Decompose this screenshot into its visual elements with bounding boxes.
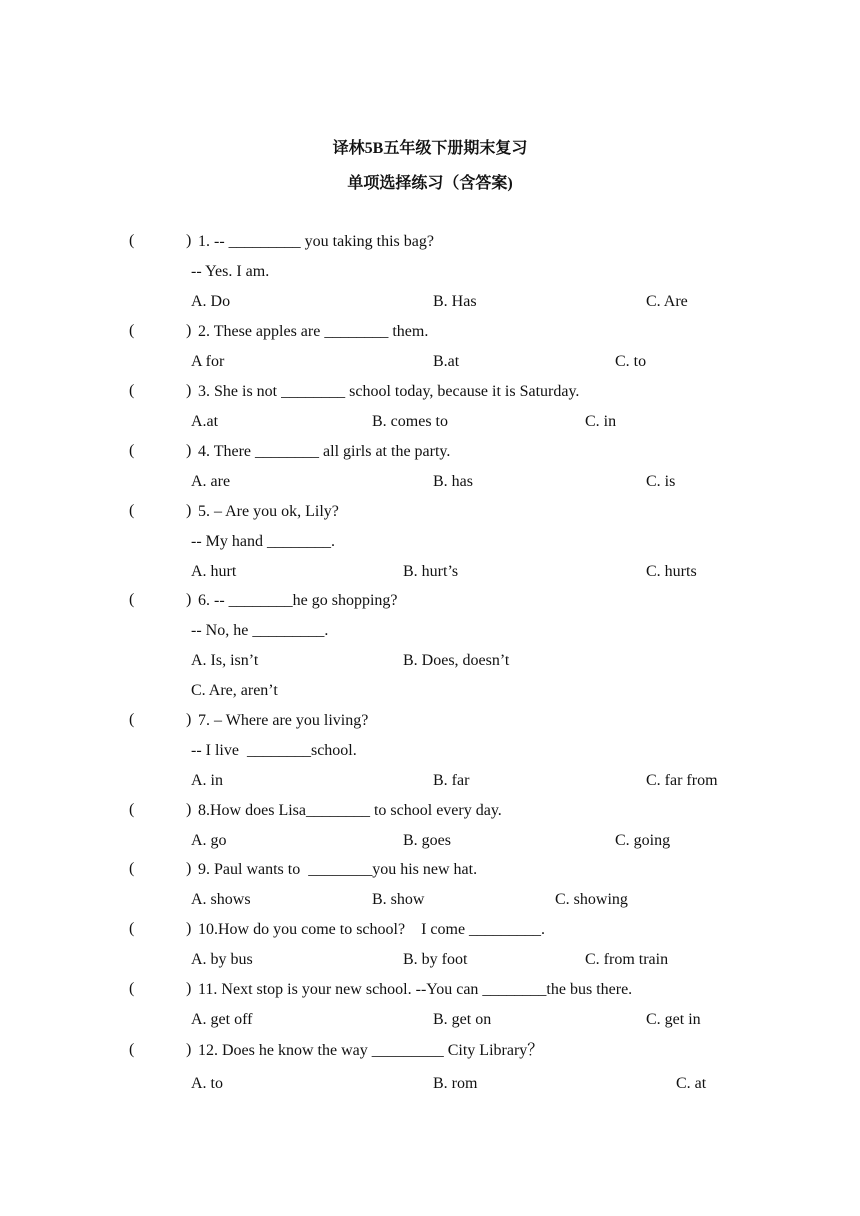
question-stem: 2. These apples are ________ them.	[198, 323, 429, 340]
option-a: A. Do	[191, 293, 231, 310]
option-b: B. has	[433, 473, 473, 490]
option-a: A. shows	[191, 891, 251, 908]
page-title: 译林5B五年级下册期末复习	[332, 140, 528, 157]
option-a: A. get off	[191, 1011, 253, 1028]
option-b: B. by foot	[403, 951, 468, 968]
question-stem: 12. Does he know the way _________ City Library？	[198, 1042, 544, 1059]
answer-paren-open: (	[129, 322, 135, 339]
option-c: C. to	[615, 353, 647, 370]
option-b: B.at	[433, 353, 460, 370]
answer-paren-close: )	[186, 801, 192, 818]
option-b: B. show	[372, 891, 425, 908]
answer-paren-open: (	[129, 980, 135, 997]
option-a: A. go	[191, 832, 227, 849]
question-dialogue-line: -- Yes. I am.	[191, 263, 270, 280]
option-a: A. in	[191, 772, 223, 789]
answer-paren-open: (	[129, 801, 135, 818]
answer-paren-close: )	[186, 591, 192, 608]
question-stem: 1. -- _________ you taking this bag?	[198, 233, 434, 250]
option-a: A. hurt	[191, 563, 237, 580]
answer-paren-open: (	[129, 920, 135, 937]
question-stem: 9. Paul wants to ________you his new hat.	[198, 861, 478, 878]
answer-paren-close: )	[186, 382, 192, 399]
option-a: A.at	[191, 413, 219, 430]
option-b: B. Has	[433, 293, 477, 310]
option-c: C. at	[676, 1075, 707, 1092]
answer-paren-open: (	[129, 711, 135, 728]
question-stem: 10.How do you come to school? I come _________.	[198, 921, 546, 938]
option-b: B. goes	[403, 832, 451, 849]
option-a: A. are	[191, 473, 231, 490]
answer-paren-close: )	[186, 232, 192, 249]
answer-paren-open: (	[129, 382, 135, 399]
question-stem: 5. – Are you ok, Lily?	[198, 503, 339, 520]
option-c: C. going	[615, 832, 671, 849]
option-b: B. far	[433, 772, 470, 789]
answer-paren-close: )	[186, 1041, 192, 1058]
option-c: C. get in	[646, 1011, 701, 1028]
option-b: B. Does, doesn’t	[403, 652, 510, 669]
option-c: C. Are	[646, 293, 688, 310]
answer-paren-close: )	[186, 860, 192, 877]
question-stem: 3. She is not ________ school today, because it is Saturday.	[198, 383, 580, 400]
option-a: A. to	[191, 1075, 223, 1092]
option-c: C. far from	[646, 772, 718, 789]
option-c: C. Are, aren’t	[191, 682, 278, 699]
option-c: C. is	[646, 473, 676, 490]
question-stem: 7. – Where are you living?	[198, 712, 369, 729]
question-dialogue-line: -- No, he _________.	[191, 622, 329, 639]
option-c: C. showing	[555, 891, 628, 908]
question-stem: 8.How does Lisa________ to school every day.	[198, 802, 502, 819]
question-stem: 6. -- ________he go shopping?	[198, 592, 398, 609]
answer-paren-close: )	[186, 920, 192, 937]
answer-paren-open: (	[129, 860, 135, 877]
answer-paren-open: (	[129, 591, 135, 608]
question-stem: 11. Next stop is your new school. --You can ________the bus there.	[198, 981, 633, 998]
option-a: A for	[191, 353, 225, 370]
answer-paren-open: (	[129, 442, 135, 459]
answer-paren-close: )	[186, 980, 192, 997]
option-b: B. get on	[433, 1011, 492, 1028]
page-subtitle: 单项选择练习（含答案)	[347, 175, 513, 192]
option-b: B. comes to	[372, 413, 448, 430]
answer-paren-close: )	[186, 322, 192, 339]
question-dialogue-line: -- My hand ________.	[191, 533, 335, 550]
answer-paren-close: )	[186, 442, 192, 459]
option-b: B. hurt’s	[403, 563, 459, 580]
option-c: C. in	[585, 413, 617, 430]
option-a: A. by bus	[191, 951, 253, 968]
option-a: A. Is, isn’t	[191, 652, 259, 669]
answer-paren-open: (	[129, 1041, 135, 1058]
option-c: C. hurts	[646, 563, 697, 580]
question-dialogue-line: -- I live ________school.	[191, 742, 357, 759]
answer-paren-open: (	[129, 502, 135, 519]
answer-paren-close: )	[186, 711, 192, 728]
question-stem: 4. There ________ all girls at the party.	[198, 443, 451, 460]
option-c: C. from train	[585, 951, 669, 968]
answer-paren-close: )	[186, 502, 192, 519]
option-b: B. rom	[433, 1075, 478, 1092]
answer-paren-open: (	[129, 232, 135, 249]
